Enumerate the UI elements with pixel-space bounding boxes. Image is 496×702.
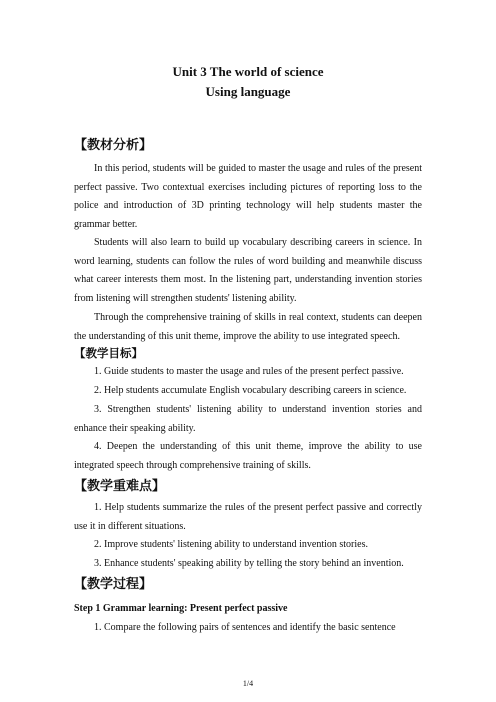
objectives-heading: 【教学目标】: [74, 346, 143, 360]
objective-item-4: 4. Deepen the understanding of this unit theme, improve the ability to use integrated speech through comprehensive training of skills.: [74, 441, 422, 471]
analysis-paragraph-3: Through the comprehensive training of skills in real context, students can deepen the understanding of this unit theme, improve the ability to use integrated speech.: [74, 312, 422, 342]
lesson-subtitle: Using language: [205, 84, 291, 99]
key-points-heading: 【教学重难点】: [74, 479, 166, 494]
objective-item-1: 1. Guide students to master the usage and rules of the present perfect passive.: [94, 366, 404, 377]
analysis-heading: 【教材分析】: [74, 138, 153, 153]
objective-item-3: 3. Strengthen students' listening ability to understand invention stories and enhance their speaking ability.: [74, 404, 422, 434]
page-number: 1/4: [242, 679, 254, 688]
unit-title: Unit 3 The world of science: [172, 64, 324, 79]
process-heading: 【教学过程】: [74, 577, 153, 592]
step-1-item-1: 1. Compare the following pairs of sentences and identify the basic sentence: [94, 622, 396, 633]
analysis-paragraph-2: Students will also learn to build up vocabulary describing careers in science. In word learning, students can follow the rules of word building and meanwhile discuss what career interests them most. In the listening part, understanding invention stories from listening will strengthen students' listening ability.: [74, 237, 422, 304]
objective-item-2: 2. Help students accumulate English vocabulary describing careers in science.: [94, 385, 407, 396]
key-point-item-1: 1. Help students summarize the rules of the present perfect passive and correctly use it in different situations.: [74, 502, 422, 532]
key-point-item-2: 2. Improve students' listening ability to understand invention stories.: [94, 539, 368, 550]
step-1-title: Step 1 Grammar learning: Present perfect passive: [74, 603, 288, 614]
key-point-item-3: 3. Enhance students' speaking ability by telling the story behind an invention.: [94, 558, 404, 569]
analysis-paragraph-1: In this period, students will be guided to master the usage and rules of the present perfect passive. Two contextual exercises including pictures of reporting loss to the police and introduction of 3D printing technology will help students master the grammar better.: [74, 163, 422, 230]
